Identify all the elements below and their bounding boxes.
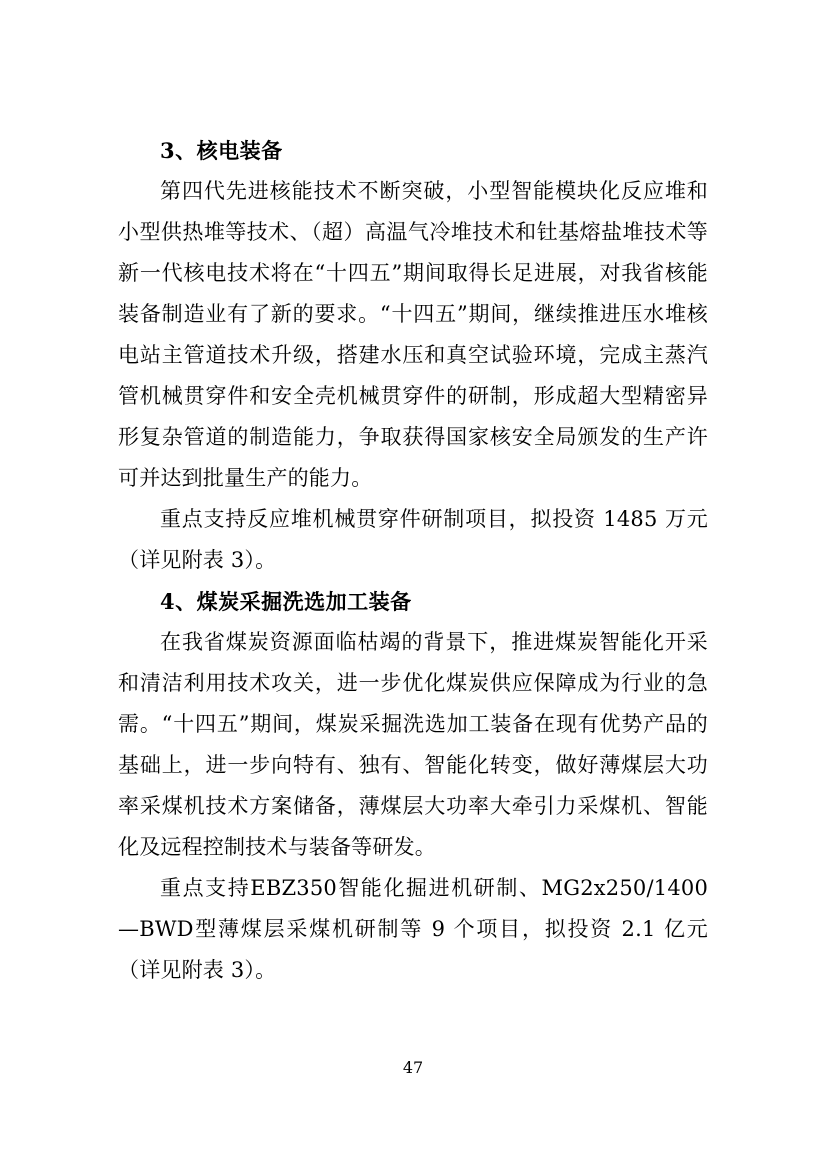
section-3-paragraph-2: 重点支持反应堆机械贯穿件研制项目，拟投资 1485 万元（详见附表 3）。 [118,507,708,572]
page-number: 47 [402,1058,424,1077]
section-heading-4: 4、煤炭采掘洗选加工装备 [160,589,412,614]
section-heading-3: 3、核电装备 [160,138,283,163]
section-3-paragraph-1: 第四代先进核能技术不断突破，小型智能模块化反应堆和小型供热堆等技术、（超）高温气冷堆技术和钍基熔盐堆技术等新一代核电技术将在“十四五”期间取得长足进展，对我省核能装备制造业有了新的要求。“十四五”期间，继续推进压水堆核电站主管道技术升级，搭建水压和真空试验环境，完成主蒸汽管机械贯穿件和安全壳机械贯穿件的研制，形成超大型精密异形复杂管道的制造能力，争取获得国家核安全局颁发的生产许可并达到批量生产的能力。 [118,179,708,490]
section-4-paragraph-1: 在我省煤炭资源面临枯竭的背景下，推进煤炭智能化开采和清洁利用技术攻关，进一步优化煤炭供应保障成为行业的急需。“十四五”期间，煤炭采掘洗选加工装备在现有优势产品的基础上，进一步向特有、独有、智能化转变，做好薄煤层大功率采煤机技术方案储备，薄煤层大功率大牵引力采煤机、智能化及远程控制技术与装备等研发。 [118,630,708,859]
section-4-paragraph-2: 重点支持EBZ350智能化掘进机研制、MG2x250/1400—BWD型薄煤层采煤机研制等 9 个项目，拟投资 2.1 亿元（详见附表 3）。 [118,876,708,982]
page-content [118,130,708,991]
